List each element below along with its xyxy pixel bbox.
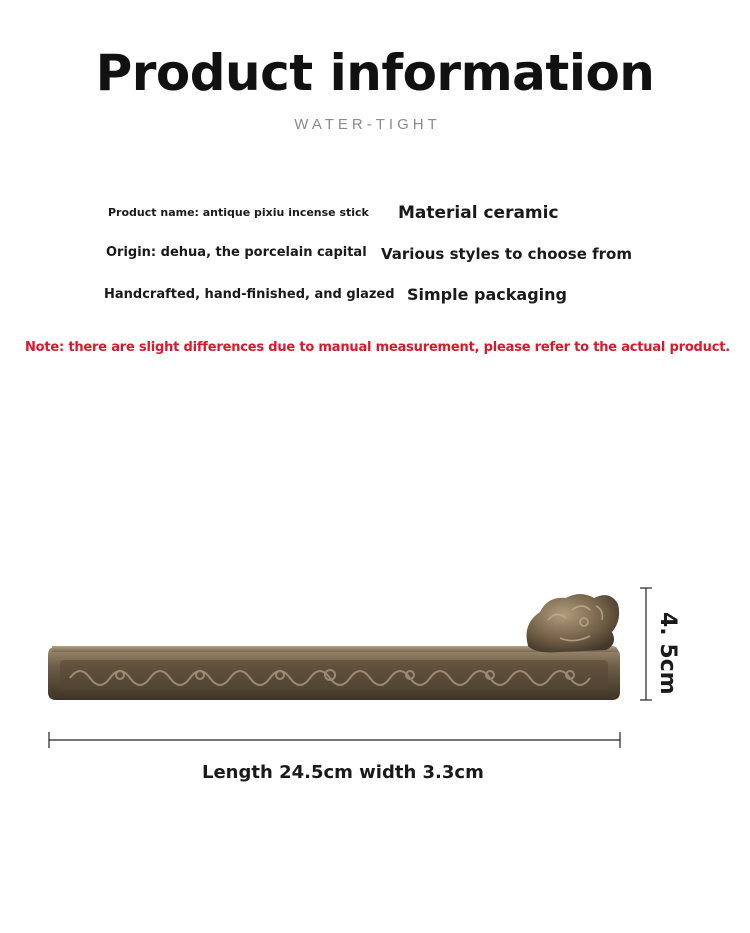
info-craft: Handcrafted, hand-finished, and glazed xyxy=(104,287,395,302)
length-dimension-line xyxy=(49,732,620,748)
height-dimension-line xyxy=(640,588,652,700)
pixiu-figurine xyxy=(527,594,620,652)
info-material: Material ceramic xyxy=(398,203,559,223)
length-width-label: Length 24.5cm width 3.3cm xyxy=(202,762,484,783)
page-subtitle: WATER-TIGHT xyxy=(294,116,441,133)
incense-holder-image xyxy=(0,560,750,760)
page-title: Product information xyxy=(95,44,655,102)
incense-holder-body xyxy=(48,646,620,700)
info-origin: Origin: dehua, the porcelain capital xyxy=(106,245,367,260)
height-label: 4. 5cm xyxy=(655,612,680,695)
info-product-name: Product name: antique pixiu incense stick xyxy=(108,206,369,219)
info-styles: Various styles to choose from xyxy=(381,245,632,263)
info-packaging: Simple packaging xyxy=(407,285,567,304)
measurement-note: Note: there are slight differences due to manual measurement, please refer to the actual product. xyxy=(25,340,730,355)
